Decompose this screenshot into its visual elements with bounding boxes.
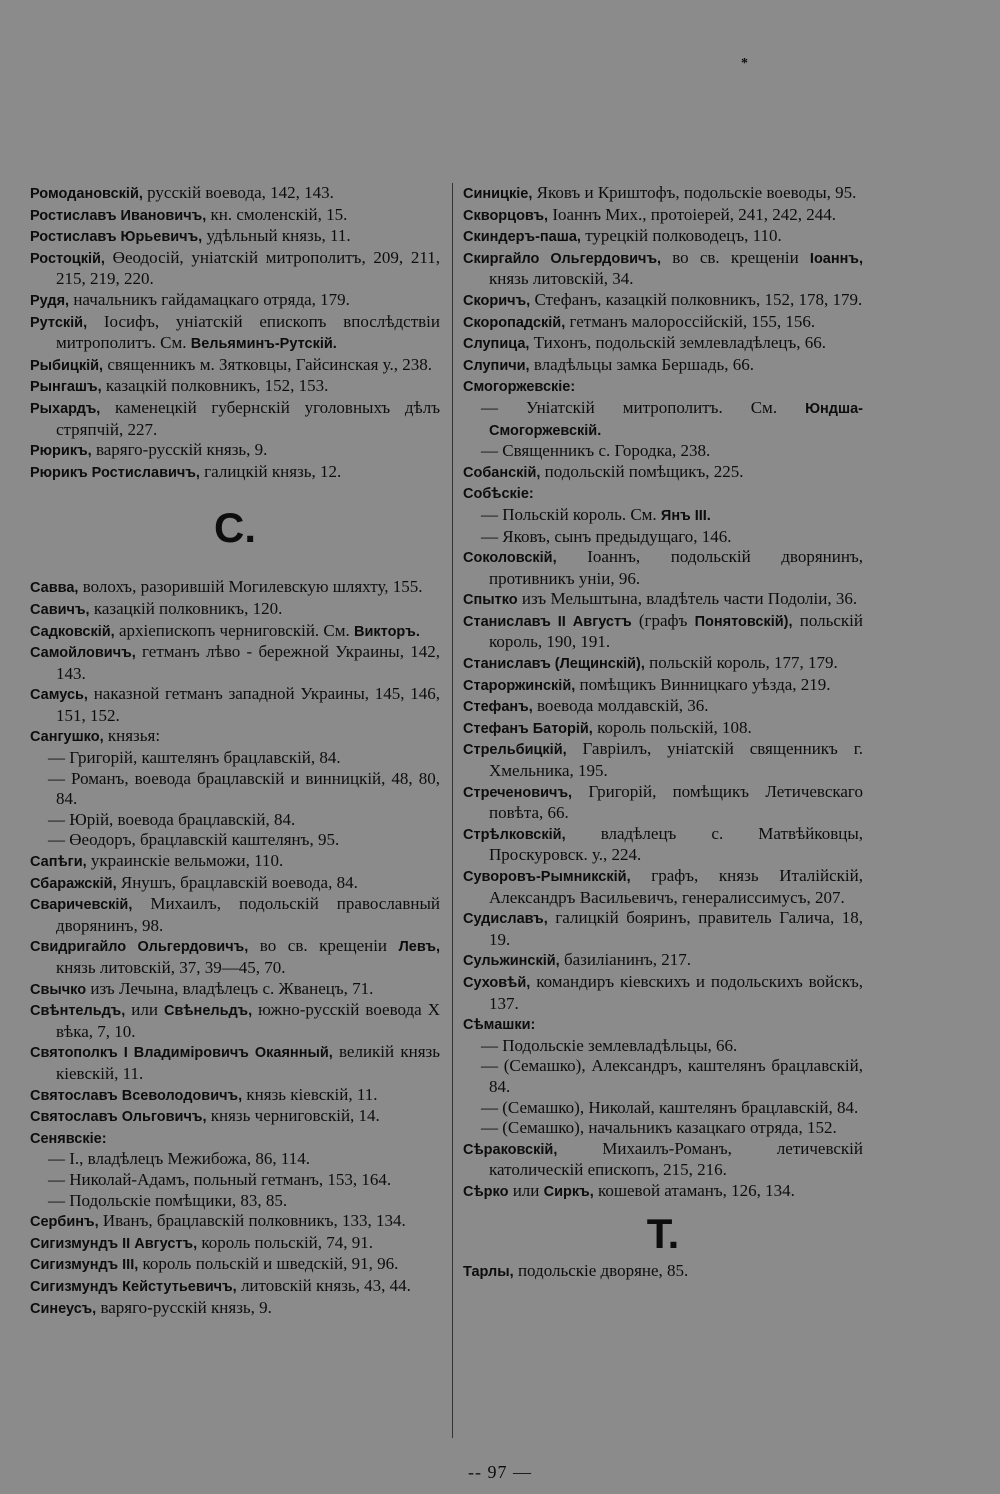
entry-text: казацкій полковникъ, 152, 153. bbox=[101, 376, 329, 396]
entry-name: Скоропадскій, bbox=[463, 314, 566, 331]
entry-text-continued: князь литовскій, 34. bbox=[489, 269, 634, 289]
subentry-text: — Польскій король. См. bbox=[481, 504, 661, 524]
entry-name: Спытко bbox=[463, 592, 518, 609]
index-entry bbox=[30, 621, 440, 643]
entry-name: Свычко bbox=[30, 981, 87, 998]
entry-text: помѣщикъ Винницкаго уѣзда, 219. bbox=[575, 674, 831, 694]
index-entry bbox=[30, 1211, 440, 1233]
entry-name: Скоричъ, bbox=[463, 292, 531, 309]
index-entry bbox=[463, 290, 863, 312]
index-entry bbox=[30, 1254, 440, 1276]
entry-text: Тихонъ, подольскій землевладѣлецъ, 66. bbox=[529, 333, 827, 353]
entry-text: Янушъ, брацлавскій воевода, 84. bbox=[116, 872, 358, 892]
entry-text: Іоаннъ, подольскій дворянинъ, противникъ уніи, 96. bbox=[489, 547, 863, 588]
entry-name: Святославъ Ольговичъ, bbox=[30, 1109, 207, 1126]
subentry-text: — Подольскіе помѣщики, 83, 85. bbox=[48, 1190, 288, 1210]
subentry-text: — Романъ, воевода брацлавскій и винницкій, 48, 80, 84. bbox=[48, 768, 440, 809]
entry-name: Суховѣй, bbox=[463, 974, 531, 991]
entry-name: Рудя, bbox=[30, 292, 70, 309]
index-entry bbox=[463, 183, 863, 205]
entry-name-secondary: Вельяминъ-Рутскій. bbox=[190, 336, 337, 353]
subentry-text: — Николай-Адамъ, польный гетманъ, 153, 164. bbox=[48, 1169, 392, 1189]
entry-text-continued: южно-русскій воевода X вѣка, 7, 10. bbox=[56, 1000, 440, 1041]
subentry-text: — (Семашко), начальникъ казацкаго отряда, 152. bbox=[481, 1118, 837, 1138]
index-entry bbox=[30, 440, 440, 462]
entry-text-continued: князь литовскій, 37, 39—45, 70. bbox=[56, 958, 286, 977]
entry-text-continued: кошевой атаманъ, 126, 134. bbox=[593, 1180, 795, 1200]
entry-name-secondary: Сиркъ, bbox=[543, 1183, 594, 1200]
entry-name-secondary: Викторъ. bbox=[354, 623, 420, 640]
entry-name: Слупичи, bbox=[463, 357, 530, 374]
index-entries-s bbox=[30, 577, 440, 1319]
entry-name: Слупица, bbox=[463, 336, 530, 353]
entry-text: князья: bbox=[103, 726, 161, 746]
entry-text: кн. смоленскій, 15. bbox=[206, 204, 348, 224]
index-subentry bbox=[463, 441, 863, 462]
index-entry bbox=[30, 894, 440, 936]
entry-text: (графъ bbox=[631, 610, 695, 630]
entry-name: Стефанъ Баторій, bbox=[463, 720, 593, 737]
entry-name: Свидригайло Ольгердовичъ, bbox=[30, 939, 249, 956]
index-entry bbox=[30, 1128, 440, 1150]
entry-name: Рутскій, bbox=[30, 314, 88, 331]
index-entry bbox=[30, 979, 440, 1001]
subentry-text: — I., владѣлецъ Межибожа, 86, 114. bbox=[48, 1149, 310, 1169]
entry-text: Иванъ, брацлавскій полковникъ, 133, 134. bbox=[98, 1211, 406, 1231]
entry-name: Скиргайло Ольгердовичъ, bbox=[463, 250, 662, 267]
entry-text: Іоаннъ Мих., протоіерей, 241, 242, 244. bbox=[548, 204, 836, 224]
entry-name-secondary: Свѣнельдъ, bbox=[163, 1003, 253, 1020]
index-entry bbox=[30, 205, 440, 227]
entry-name: Рыбицкій, bbox=[30, 357, 104, 374]
index-entry bbox=[463, 950, 863, 972]
entry-text: изъ Лечына, владѣлецъ с. Жванецъ, 71. bbox=[86, 978, 374, 998]
entry-text: галицкій князь, 12. bbox=[199, 461, 342, 481]
column-divider bbox=[452, 183, 453, 1438]
index-entry bbox=[30, 376, 440, 398]
index-subentry bbox=[463, 1056, 863, 1097]
index-entry bbox=[463, 675, 863, 697]
index-entry bbox=[30, 936, 440, 978]
index-entry bbox=[30, 355, 440, 377]
index-entry bbox=[463, 653, 863, 675]
entry-name: Судиславъ, bbox=[463, 911, 548, 928]
entry-name: Ростиславъ Ивановичъ, bbox=[30, 207, 207, 224]
entry-name: Ромодановскій, bbox=[30, 186, 143, 202]
index-subentry bbox=[463, 1036, 863, 1057]
entry-name: Сѣраковскій, bbox=[463, 1141, 558, 1158]
entry-text: король польскій, 74, 91. bbox=[197, 1232, 374, 1252]
index-entry bbox=[30, 1106, 440, 1128]
subentry-text: — Өеодоръ, брацлавскій каштелянъ, 95. bbox=[48, 830, 340, 850]
index-subentry bbox=[463, 527, 863, 548]
index-entry bbox=[30, 1042, 440, 1084]
index-entries-t bbox=[463, 1261, 863, 1283]
entry-name: Сульжинскій, bbox=[463, 953, 560, 970]
index-entry bbox=[463, 248, 863, 290]
index-subentry bbox=[30, 810, 440, 831]
entry-text: владѣлецъ с. Матвѣйковцы, Проскуровск. у., 224. bbox=[489, 823, 863, 865]
index-entry bbox=[463, 226, 863, 248]
entry-name: Сапѣги, bbox=[30, 854, 87, 871]
entry-text: или bbox=[508, 1180, 544, 1200]
entry-text: Іосифъ, уніатскій епископъ впослѣдствіи митрополитъ. См. bbox=[56, 311, 440, 353]
entry-text: варяго-русскій князь, 9. bbox=[96, 1297, 272, 1317]
entry-name: Станиславъ (Лещинскій), bbox=[463, 656, 645, 673]
index-entry bbox=[463, 355, 863, 377]
entry-name: Рюрикъ Ростиславичъ, bbox=[30, 464, 200, 481]
subentry-reference: Янъ III. bbox=[660, 507, 711, 524]
subentry-text: — Яковъ, сынъ предыдущаго, 146. bbox=[481, 526, 732, 546]
index-entry bbox=[30, 726, 440, 748]
entry-text: гетманъ малороссійскій, 155, 156. bbox=[565, 311, 816, 331]
entry-name: Соколовскій, bbox=[463, 550, 557, 567]
entry-name: Савичъ, bbox=[30, 601, 90, 618]
index-entry bbox=[463, 462, 863, 484]
index-entry bbox=[463, 312, 863, 334]
entry-text: король польскій, 108. bbox=[592, 717, 752, 737]
entry-name: Синеусъ, bbox=[30, 1300, 97, 1317]
entry-name: Сангушко, bbox=[30, 729, 104, 746]
entry-text: варяго-русскій князь, 9. bbox=[91, 440, 268, 460]
index-entry bbox=[30, 183, 440, 205]
entry-text: князь черниговскій, 14. bbox=[206, 1106, 380, 1126]
index-subentry bbox=[463, 398, 863, 441]
entry-name: Савва, bbox=[30, 580, 79, 597]
entry-name: Рынгашъ, bbox=[30, 379, 102, 396]
page-number: -- 97 — bbox=[468, 1462, 532, 1482]
index-subentry bbox=[463, 1118, 863, 1139]
subentry-text: — Юрій, воевода брацлавскій, 84. bbox=[48, 809, 296, 829]
subentry-text: — Священникъ с. Городка, 238. bbox=[481, 441, 711, 461]
entry-text: воевода молдавскій, 36. bbox=[532, 696, 709, 716]
entry-text: базиліанинъ, 217. bbox=[559, 950, 692, 970]
entry-text: подольскіе дворяне, 85. bbox=[513, 1260, 689, 1280]
index-entries-s-continued bbox=[463, 183, 863, 1203]
entry-text: Григорій, помѣщикъ Летичевскаго повѣта, 66. bbox=[489, 781, 863, 823]
entry-text: подольскій помѣщикъ, 225. bbox=[540, 461, 744, 481]
entry-name: Стреченовичъ, bbox=[463, 784, 573, 801]
entry-text: русскій воевода, 142, 143. bbox=[142, 183, 334, 202]
entry-name: Суворовъ-Рымникскій, bbox=[463, 869, 631, 885]
entry-text: Стефанъ, казацкій полковникъ, 152, 178, 179. bbox=[530, 289, 863, 309]
entry-name: Сербинъ, bbox=[30, 1214, 99, 1231]
index-entry bbox=[463, 547, 863, 589]
index-entry bbox=[463, 782, 863, 824]
entry-text: графъ, князь Италійскій, Александръ Васильевичъ, генералиссимусъ, 207. bbox=[489, 866, 863, 907]
index-entry bbox=[30, 1233, 440, 1255]
subentry-text: — (Семашко), Николай, каштелянъ брацлавскій, 84. bbox=[481, 1097, 859, 1117]
entry-text: во св. крещеніи bbox=[661, 247, 810, 267]
entry-name: Станиславъ II Августъ bbox=[463, 613, 632, 630]
index-entry bbox=[463, 696, 863, 718]
entry-name-secondary: Понятовскій), bbox=[694, 613, 793, 630]
entry-text: галицкій бояринъ, правитель Галича, 18, 19. bbox=[489, 908, 863, 949]
index-entry bbox=[463, 1014, 863, 1036]
index-entry bbox=[30, 684, 440, 726]
index-entry bbox=[463, 483, 863, 505]
index-entry bbox=[30, 226, 440, 248]
index-entry bbox=[30, 1085, 440, 1107]
index-entry bbox=[463, 611, 863, 653]
index-subentry bbox=[463, 1098, 863, 1119]
index-entry bbox=[463, 589, 863, 611]
entry-name: Стрельбицкій, bbox=[463, 742, 567, 759]
entry-name: Святополкъ I Владиміровичъ Окаянный, bbox=[30, 1045, 333, 1062]
entry-name: Самусь, bbox=[30, 687, 88, 704]
index-subentry bbox=[30, 769, 440, 810]
entry-name: Староржинскій, bbox=[463, 677, 576, 694]
entry-name: Ростиславъ Юрьевичъ, bbox=[30, 229, 203, 246]
entry-text: Яковъ и Криштофъ, подольскіе воеводы, 95. bbox=[532, 183, 857, 202]
entry-name: Ростоцкій, bbox=[30, 250, 105, 267]
entry-name: Сигизмундъ Кейстутьевичъ, bbox=[30, 1278, 237, 1295]
subentry-text: — Подольскіе землевладѣльцы, 66. bbox=[481, 1035, 738, 1055]
entry-text: литовскій князь, 43, 44. bbox=[236, 1275, 411, 1295]
entry-text: украинскіе вельможи, 110. bbox=[86, 851, 284, 871]
index-entry bbox=[30, 642, 440, 684]
entry-text: Гавріилъ, уніатскій священникъ г. Хмельника, 195. bbox=[489, 739, 863, 781]
entry-text: польскій король, 177, 179. bbox=[644, 653, 838, 673]
index-subentry bbox=[30, 830, 440, 851]
index-entry bbox=[463, 908, 863, 950]
index-subentry bbox=[30, 1191, 440, 1212]
entry-text: Михаилъ, подольскій православный дворянинъ, 98. bbox=[56, 894, 440, 935]
subentry-text: — Уніатскій митрополитъ. См. bbox=[481, 397, 806, 417]
entry-name: Сваричевскій, bbox=[30, 897, 133, 914]
entry-text: изъ Мельштына, владѣтель части Подоліи, 36. bbox=[517, 589, 858, 609]
index-subentry bbox=[463, 505, 863, 527]
entry-text: король польскій и шведскій, 91, 96. bbox=[138, 1254, 399, 1274]
subentry-reference: Юндша-Смогоржевскій. bbox=[489, 400, 863, 439]
entry-text: князь кіевскій, 11. bbox=[242, 1084, 378, 1104]
entry-name: Стрѣлковскій, bbox=[463, 826, 566, 843]
entry-name: Сенявскіе: bbox=[30, 1130, 107, 1147]
entry-text: волохъ, разорившій Могилевскую шляхту, 155. bbox=[78, 577, 423, 597]
entry-name: Самойловичъ, bbox=[30, 645, 136, 662]
index-entry bbox=[463, 824, 863, 866]
entry-name-secondary: Іоаннъ, bbox=[809, 250, 863, 267]
entry-name: Святославъ Всеволодовичъ, bbox=[30, 1087, 243, 1104]
entry-text: каменецкій губернскій уголовныхъ дѣлъ стряпчій, 227. bbox=[56, 397, 440, 439]
index-entry bbox=[463, 333, 863, 355]
entry-name: Скиндеръ-паша, bbox=[463, 229, 581, 246]
index-entry bbox=[30, 851, 440, 873]
entry-text: турецкій полководецъ, 110. bbox=[580, 226, 782, 246]
index-entry bbox=[30, 398, 440, 440]
index-entries-r bbox=[30, 183, 440, 483]
entry-name: Тарлы, bbox=[463, 1263, 514, 1280]
index-entry bbox=[463, 972, 863, 1014]
index-entry bbox=[30, 873, 440, 895]
subentry-text: — Григорій, каштелянъ брацлавскій, 84. bbox=[48, 748, 341, 768]
index-entry bbox=[463, 205, 863, 227]
index-subentry bbox=[30, 1170, 440, 1191]
entry-text: священникъ м. Зятковцы, Гайсинская у., 238. bbox=[103, 354, 432, 374]
left-column bbox=[30, 183, 440, 1319]
index-entry bbox=[30, 462, 440, 484]
entry-name: Садковскій, bbox=[30, 623, 115, 640]
entry-name: Смогоржевскіе: bbox=[463, 379, 576, 396]
index-entry bbox=[30, 599, 440, 621]
entry-text: гетманъ лѣво - бережной Украины, 142, 143. bbox=[56, 642, 440, 683]
entry-name: Скворцовъ, bbox=[463, 207, 549, 224]
index-entry bbox=[463, 718, 863, 740]
index-entry bbox=[30, 290, 440, 312]
entry-text: или bbox=[125, 1000, 164, 1020]
index-entry bbox=[463, 1139, 863, 1181]
entry-name: Сѣрко bbox=[463, 1183, 509, 1200]
subentry-text: — (Семашко), Александръ, каштелянъ брацлавскій, 84. bbox=[481, 1056, 863, 1096]
entry-name: Собанскій, bbox=[463, 464, 541, 481]
index-entry bbox=[30, 1276, 440, 1298]
right-column bbox=[463, 183, 863, 1282]
index-entry bbox=[463, 1261, 863, 1283]
entry-name: Сбаражскій, bbox=[30, 875, 117, 892]
index-entry bbox=[463, 739, 863, 781]
entry-name: Сигизмундъ III, bbox=[30, 1257, 139, 1274]
section-letter-t: Т. bbox=[646, 1209, 680, 1257]
index-subentry bbox=[30, 1149, 440, 1170]
entry-name-secondary: Левъ, bbox=[398, 939, 440, 956]
index-entry bbox=[463, 1181, 863, 1203]
entry-name: Свѣнтельдъ, bbox=[30, 1003, 126, 1020]
entry-name: Сѣмашки: bbox=[463, 1017, 536, 1034]
index-entry bbox=[30, 1000, 440, 1042]
entry-text: великій князь кіевскій, 11. bbox=[56, 1042, 440, 1083]
index-entry bbox=[30, 1298, 440, 1320]
index-entry bbox=[30, 577, 440, 599]
entry-name: Сигизмундъ II Августъ, bbox=[30, 1235, 198, 1252]
entry-text: архіепископъ черниговскій. См. bbox=[114, 620, 355, 640]
index-entry bbox=[463, 376, 863, 398]
entry-text-continued: польскій король, 190, 191. bbox=[489, 610, 863, 652]
entry-name: Рюрикъ, bbox=[30, 443, 92, 460]
entry-name: Рыхардъ, bbox=[30, 400, 101, 417]
entry-text: наказной гетманъ западной Украины, 145, 146, 151, 152. bbox=[56, 684, 440, 725]
entry-text: начальникъ гайдамацкаго отряда, 179. bbox=[69, 289, 350, 309]
entry-text: Өеодосій, уніатскій митрополитъ, 209, 211, 215, 219, 220. bbox=[56, 247, 440, 289]
entry-text: командиръ кіевскихъ и подольскихъ войскъ, 137. bbox=[489, 971, 863, 1013]
index-entry bbox=[30, 248, 440, 290]
entry-text: удѣльный князь, 11. bbox=[202, 226, 351, 246]
entry-text: владѣльцы замка Бершадь, 66. bbox=[529, 354, 754, 374]
index-entry bbox=[30, 312, 440, 355]
index-entry bbox=[463, 866, 863, 908]
entry-name: Собѣскіе: bbox=[463, 486, 534, 503]
section-letter-s: С. bbox=[214, 504, 256, 552]
entry-text: казацкій полковникъ, 120. bbox=[89, 598, 283, 618]
entry-name: Стефанъ, bbox=[463, 699, 533, 716]
entry-text: во св. крещеніи bbox=[248, 936, 399, 956]
entry-text: Михаилъ-Романъ, летичевскій католическій епископъ, 215, 216. bbox=[489, 1138, 863, 1180]
entry-name: Синицкіе, bbox=[463, 186, 533, 202]
page-mark: * bbox=[741, 56, 748, 71]
index-subentry bbox=[30, 748, 440, 769]
